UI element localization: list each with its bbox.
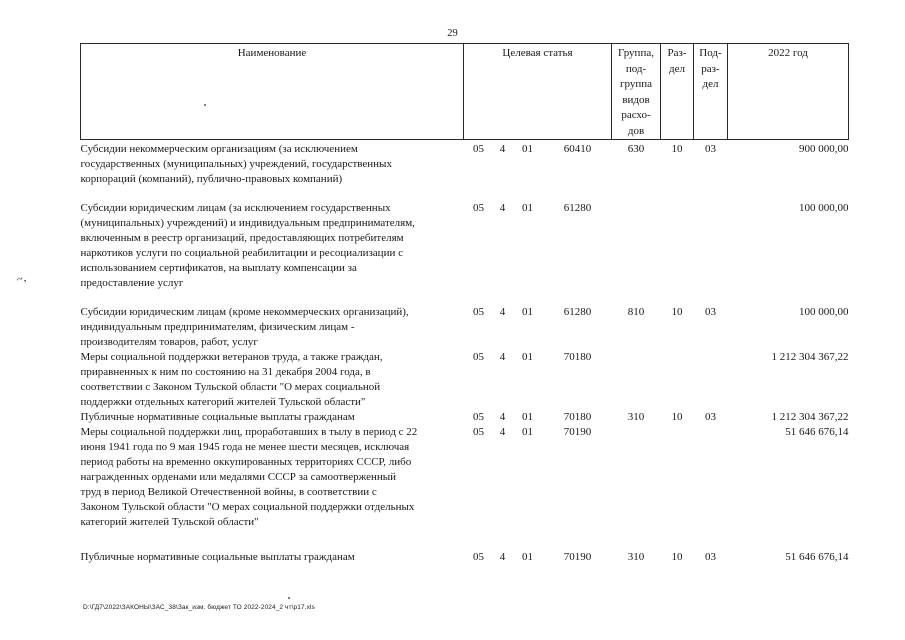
subsection-code: [694, 425, 728, 550]
row-name: [81, 550, 464, 565]
table-header: [81, 44, 849, 140]
row-name-line: наркотиков услуги по социальной реабилитации и ресоциализации с: [80, 247, 403, 259]
row-name-line: использованием сертификатов, на выплату компенсации за: [80, 262, 357, 274]
expense-group: 630: [627, 143, 645, 155]
table-row: [81, 350, 849, 410]
header-line: раз-: [701, 62, 720, 75]
row-name-line: Публичные нормативные социальные выплаты гражданам: [80, 411, 355, 423]
row-name-line: индивидуальным предпринимателям, физическим лицам -: [80, 321, 355, 333]
row-name-line: включенным в реестр организаций, предоставляющих потребителям: [80, 232, 404, 244]
header-line: дов: [627, 124, 645, 137]
header-line: группа: [619, 78, 653, 90]
budget-table: [80, 43, 849, 565]
target-code-4: 60410: [563, 143, 592, 155]
amount-2022: 1 212 304 367,22: [771, 411, 849, 423]
target-code-1: 05: [473, 351, 484, 363]
amount-2022: 1 212 304 367,22: [771, 351, 849, 363]
section-code: 10: [671, 411, 683, 423]
target-code-3: 01: [522, 411, 533, 423]
row-name-line: период работы на временно оккупированных территориях СССР, либо: [80, 456, 412, 468]
table-row: [81, 201, 849, 305]
target-code-2: 4: [499, 351, 506, 363]
row-name-line: награжденных орденами или медалями СССР за самоотверженный: [80, 471, 397, 483]
row-name-line: категорий жителей Тульской области": [80, 516, 259, 528]
header-line: расхо-: [621, 109, 651, 121]
target-code-2: 4: [499, 411, 506, 423]
section-code: [661, 425, 694, 550]
header-line: Раз-: [667, 47, 687, 59]
target-code-1: 05: [473, 202, 484, 214]
row-name: [81, 350, 464, 410]
target-code-1: 05: [473, 551, 484, 563]
target-code-2: 4: [499, 426, 506, 438]
row-name-line: Меры социальной поддержки ветеранов труда, а также граждан,: [80, 351, 383, 363]
subsection-code: 03: [705, 306, 716, 318]
margin-mark: ~,: [15, 271, 28, 287]
row-name: [81, 201, 464, 305]
expense-group: [612, 201, 661, 305]
row-name-line: производителям товаров, работ, услуг: [80, 336, 258, 348]
expense-group: [612, 350, 661, 410]
target-code-2: 4: [499, 551, 506, 563]
target-code-3: 01: [522, 143, 533, 155]
row-name-line: государственных (муниципальных) учреждений, государственных: [80, 158, 392, 170]
row-name-line: предоставление услуг: [80, 277, 184, 289]
row-name-line: труд в период Великой Отечественной войны, в соответствии с: [80, 486, 377, 498]
header-target-article: Целевая статья: [464, 44, 612, 140]
header-name: Наименование: [81, 44, 464, 140]
target-code-3: 01: [522, 551, 533, 563]
header-line: под-: [625, 62, 647, 75]
expense-group: 310: [627, 411, 645, 423]
scan-dot: [288, 597, 290, 599]
target-code-1: 05: [473, 426, 484, 438]
table-row: [81, 140, 849, 202]
header-line: дел: [702, 78, 719, 90]
target-code-1: 05: [473, 411, 484, 423]
table-row: [81, 425, 849, 550]
row-name-line: (муниципальных) учреждений) и индивидуальным предпринимателям,: [80, 217, 415, 229]
expense-group: 310: [627, 551, 645, 563]
target-code-4: 61280: [563, 202, 592, 214]
amount-2022: 51 646 676,14: [785, 551, 849, 563]
row-name-line: Публичные нормативные социальные выплаты гражданам: [80, 551, 355, 563]
table-body: [81, 140, 849, 566]
file-path-footer: D:\ГД7\2022\ЗАКОНЫ\ЗАС_38\Зак_изм. бюджет ТО 2022-2024_2 чт\р17.xls: [83, 604, 315, 611]
target-code-2: 4: [499, 202, 506, 214]
subsection-code: 03: [705, 551, 716, 563]
table-row: [81, 550, 849, 565]
amount-2022: 100 000,00: [799, 202, 849, 214]
subsection-code: [694, 350, 728, 410]
target-code-1: 05: [473, 143, 484, 155]
header-line: Под-: [699, 47, 722, 59]
row-name-line: Субсидии юридическим лицам (кроме некоммерческих организаций),: [80, 306, 409, 318]
header-subsection: [694, 44, 728, 140]
header-group: [612, 44, 661, 140]
section-code: [661, 201, 694, 305]
header-line: видов: [622, 93, 650, 106]
amount-2022: 51 646 676,14: [785, 426, 849, 438]
row-name-line: июня 1941 года по 9 мая 1945 года не менее шести месяцев, исключая: [80, 441, 410, 453]
row-name: [81, 425, 464, 550]
amount-2022: 900 000,00: [799, 143, 849, 155]
amount-2022: 100 000,00: [799, 306, 849, 318]
target-code-4: 70190: [563, 551, 592, 563]
target-code-4: 70180: [563, 411, 592, 423]
section-code: 10: [671, 306, 683, 318]
header-line: дел: [669, 62, 685, 75]
expense-group: 810: [627, 306, 645, 318]
table-row: [81, 305, 849, 350]
target-code-3: 01: [522, 202, 533, 214]
target-code-3: 01: [522, 351, 533, 363]
row-name-line: Субсидии юридическим лицам (за исключением государственных: [80, 202, 391, 214]
row-name-line: поддержки отдельных категорий жителей Тульской области": [80, 396, 366, 408]
section-code: 10: [671, 143, 683, 155]
target-code-4: 70190: [563, 426, 592, 438]
header-line: Группа,: [618, 47, 654, 59]
row-name: [81, 305, 464, 350]
target-code-3: 01: [522, 426, 533, 438]
header-section: [661, 44, 694, 140]
subsection-code: 03: [705, 411, 716, 423]
subsection-code: [694, 201, 728, 305]
subsection-code: 03: [705, 143, 716, 155]
target-code-2: 4: [499, 143, 506, 155]
target-code-1: 05: [473, 306, 484, 318]
row-name: [81, 410, 464, 425]
row-name-line: Законом Тульской области "О мерах социальной поддержки отдельных: [80, 501, 415, 513]
header-year: 2022 год: [728, 44, 849, 140]
row-name-line: приравненных к ним по состоянию на 31 декабря 2004 года, в: [80, 366, 371, 378]
target-code-2: 4: [499, 306, 506, 318]
row-name-line: соответствии с Законом Тульской области "О мерах социальной: [80, 381, 381, 393]
page-number: 29: [447, 28, 458, 39]
section-code: [661, 350, 694, 410]
section-code: 10: [671, 551, 683, 563]
scan-dot: [204, 104, 206, 106]
target-code-3: 01: [522, 306, 533, 318]
row-name-line: Субсидии некоммерческим организациям (за исключением: [80, 143, 358, 155]
target-code-4: 70180: [563, 351, 592, 363]
row-name: [81, 140, 464, 202]
target-code-4: 61280: [563, 306, 592, 318]
row-name-line: Меры социальной поддержки лиц, проработавших в тылу в период с 22: [80, 426, 418, 438]
expense-group: [612, 425, 661, 550]
row-name-line: корпораций (компаний), публично-правовых компаний): [80, 173, 343, 185]
table-row: [81, 410, 849, 425]
